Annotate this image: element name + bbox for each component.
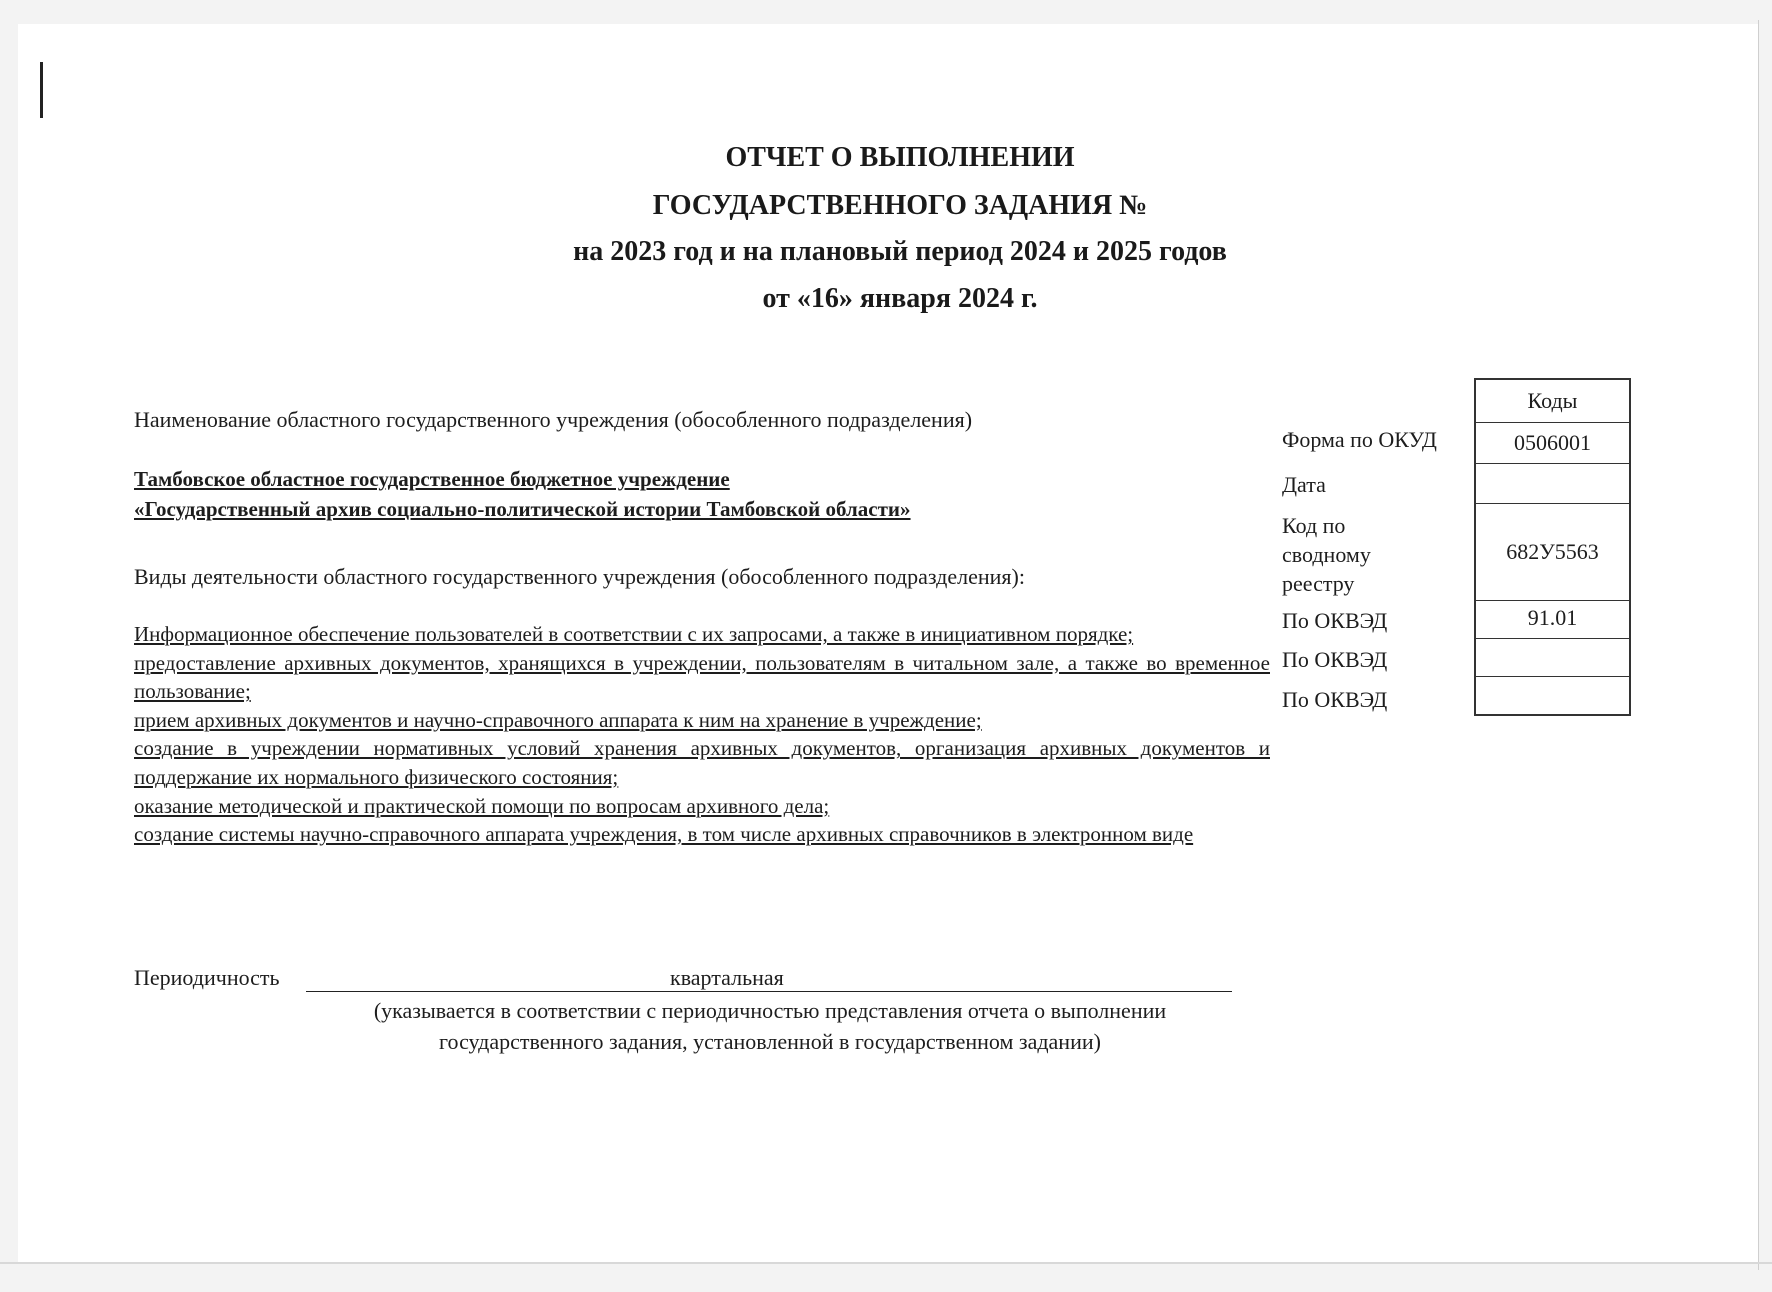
code-value-date (1476, 463, 1629, 503)
institution-name-line-1: Тамбовское областное государственное бюджетное учреждение (134, 467, 730, 491)
code-value-okved-3 (1476, 676, 1629, 714)
institution-name (134, 464, 911, 524)
scan-edge-right (1758, 20, 1759, 1270)
periodicity-note-line-2: государственного задания, установленной в государственном задании) (439, 1029, 1101, 1054)
codes-header: Коды (1527, 388, 1578, 413)
code-label-okved: По ОКВЭД (1282, 687, 1388, 712)
code-label-okud: Форма по ОКУД (1282, 427, 1437, 452)
activity-item: создание в учреждении нормативных условий хранения архивных документов, организация архивных документов и поддержание их нормального физического состояния; (134, 736, 1270, 789)
activity-item: Информационное обеспечение пользователей в соответствии с их запросами, а также в инициативном порядке; (134, 622, 1134, 646)
code-value-okved-2 (1476, 638, 1629, 676)
report-date-line: от «16» января 2024 г. (762, 283, 1038, 314)
periodicity-note-line-1: (указывается в соответствии с периодичностью представления отчета о выполнении (373, 998, 1167, 1023)
code-label-okved: По ОКВЭД (1282, 647, 1388, 672)
periodicity-note (300, 995, 1240, 1057)
report-period-line: на 2023 год и на плановый период 2024 и 2025 годов (573, 236, 1227, 267)
code-value-okved: 91.01 (1476, 600, 1629, 638)
codes-table (1474, 378, 1631, 716)
code-label-registry (1282, 511, 1371, 598)
scan-mark (40, 62, 43, 118)
report-title-line-1: ОТЧЕТ О ВЫПОЛНЕНИИ (725, 142, 1075, 173)
code-label-registry-line: реестру (1282, 571, 1355, 596)
activity-item: предоставление архивных документов, хранящихся в учреждении, пользователям в читальном зале, а также во временное пользование; (134, 650, 1270, 704)
code-label-registry-line: сводному (1282, 542, 1371, 567)
scan-edge-bottom (0, 1262, 1772, 1264)
code-value-okud: 0506001 (1476, 422, 1629, 463)
activity-item: прием архивных документов и научно-справочного аппарата к ним на хранение в учреждение; (134, 707, 982, 732)
code-label-okved: По ОКВЭД (1282, 608, 1388, 633)
activities-label: Виды деятельности областного государственного учреждения (обособленного подразделения): (134, 564, 1025, 589)
activity-item: оказание методической и практической помощи по вопросам архивного дела; (134, 793, 830, 818)
periodicity-value: квартальная (670, 965, 784, 990)
activity-item: создание системы научно-справочного аппарата учреждения, в том числе архивных справочников в электронном виде (134, 822, 1194, 847)
activities-list (134, 620, 1270, 849)
periodicity-label: Периодичность (134, 965, 280, 990)
code-label-registry-line: Код по (1282, 513, 1346, 538)
institution-name-line-2: «Государственный архив социально-политической истории Тамбовской области» (134, 497, 911, 521)
code-value-registry: 682У5563 (1476, 503, 1629, 600)
report-title-line-2: ГОСУДАРСТВЕННОГО ЗАДАНИЯ № (652, 190, 1148, 221)
code-label-date: Дата (1282, 472, 1326, 497)
institution-label: Наименование областного государственного учреждения (обособленного подразделения) (134, 407, 973, 432)
